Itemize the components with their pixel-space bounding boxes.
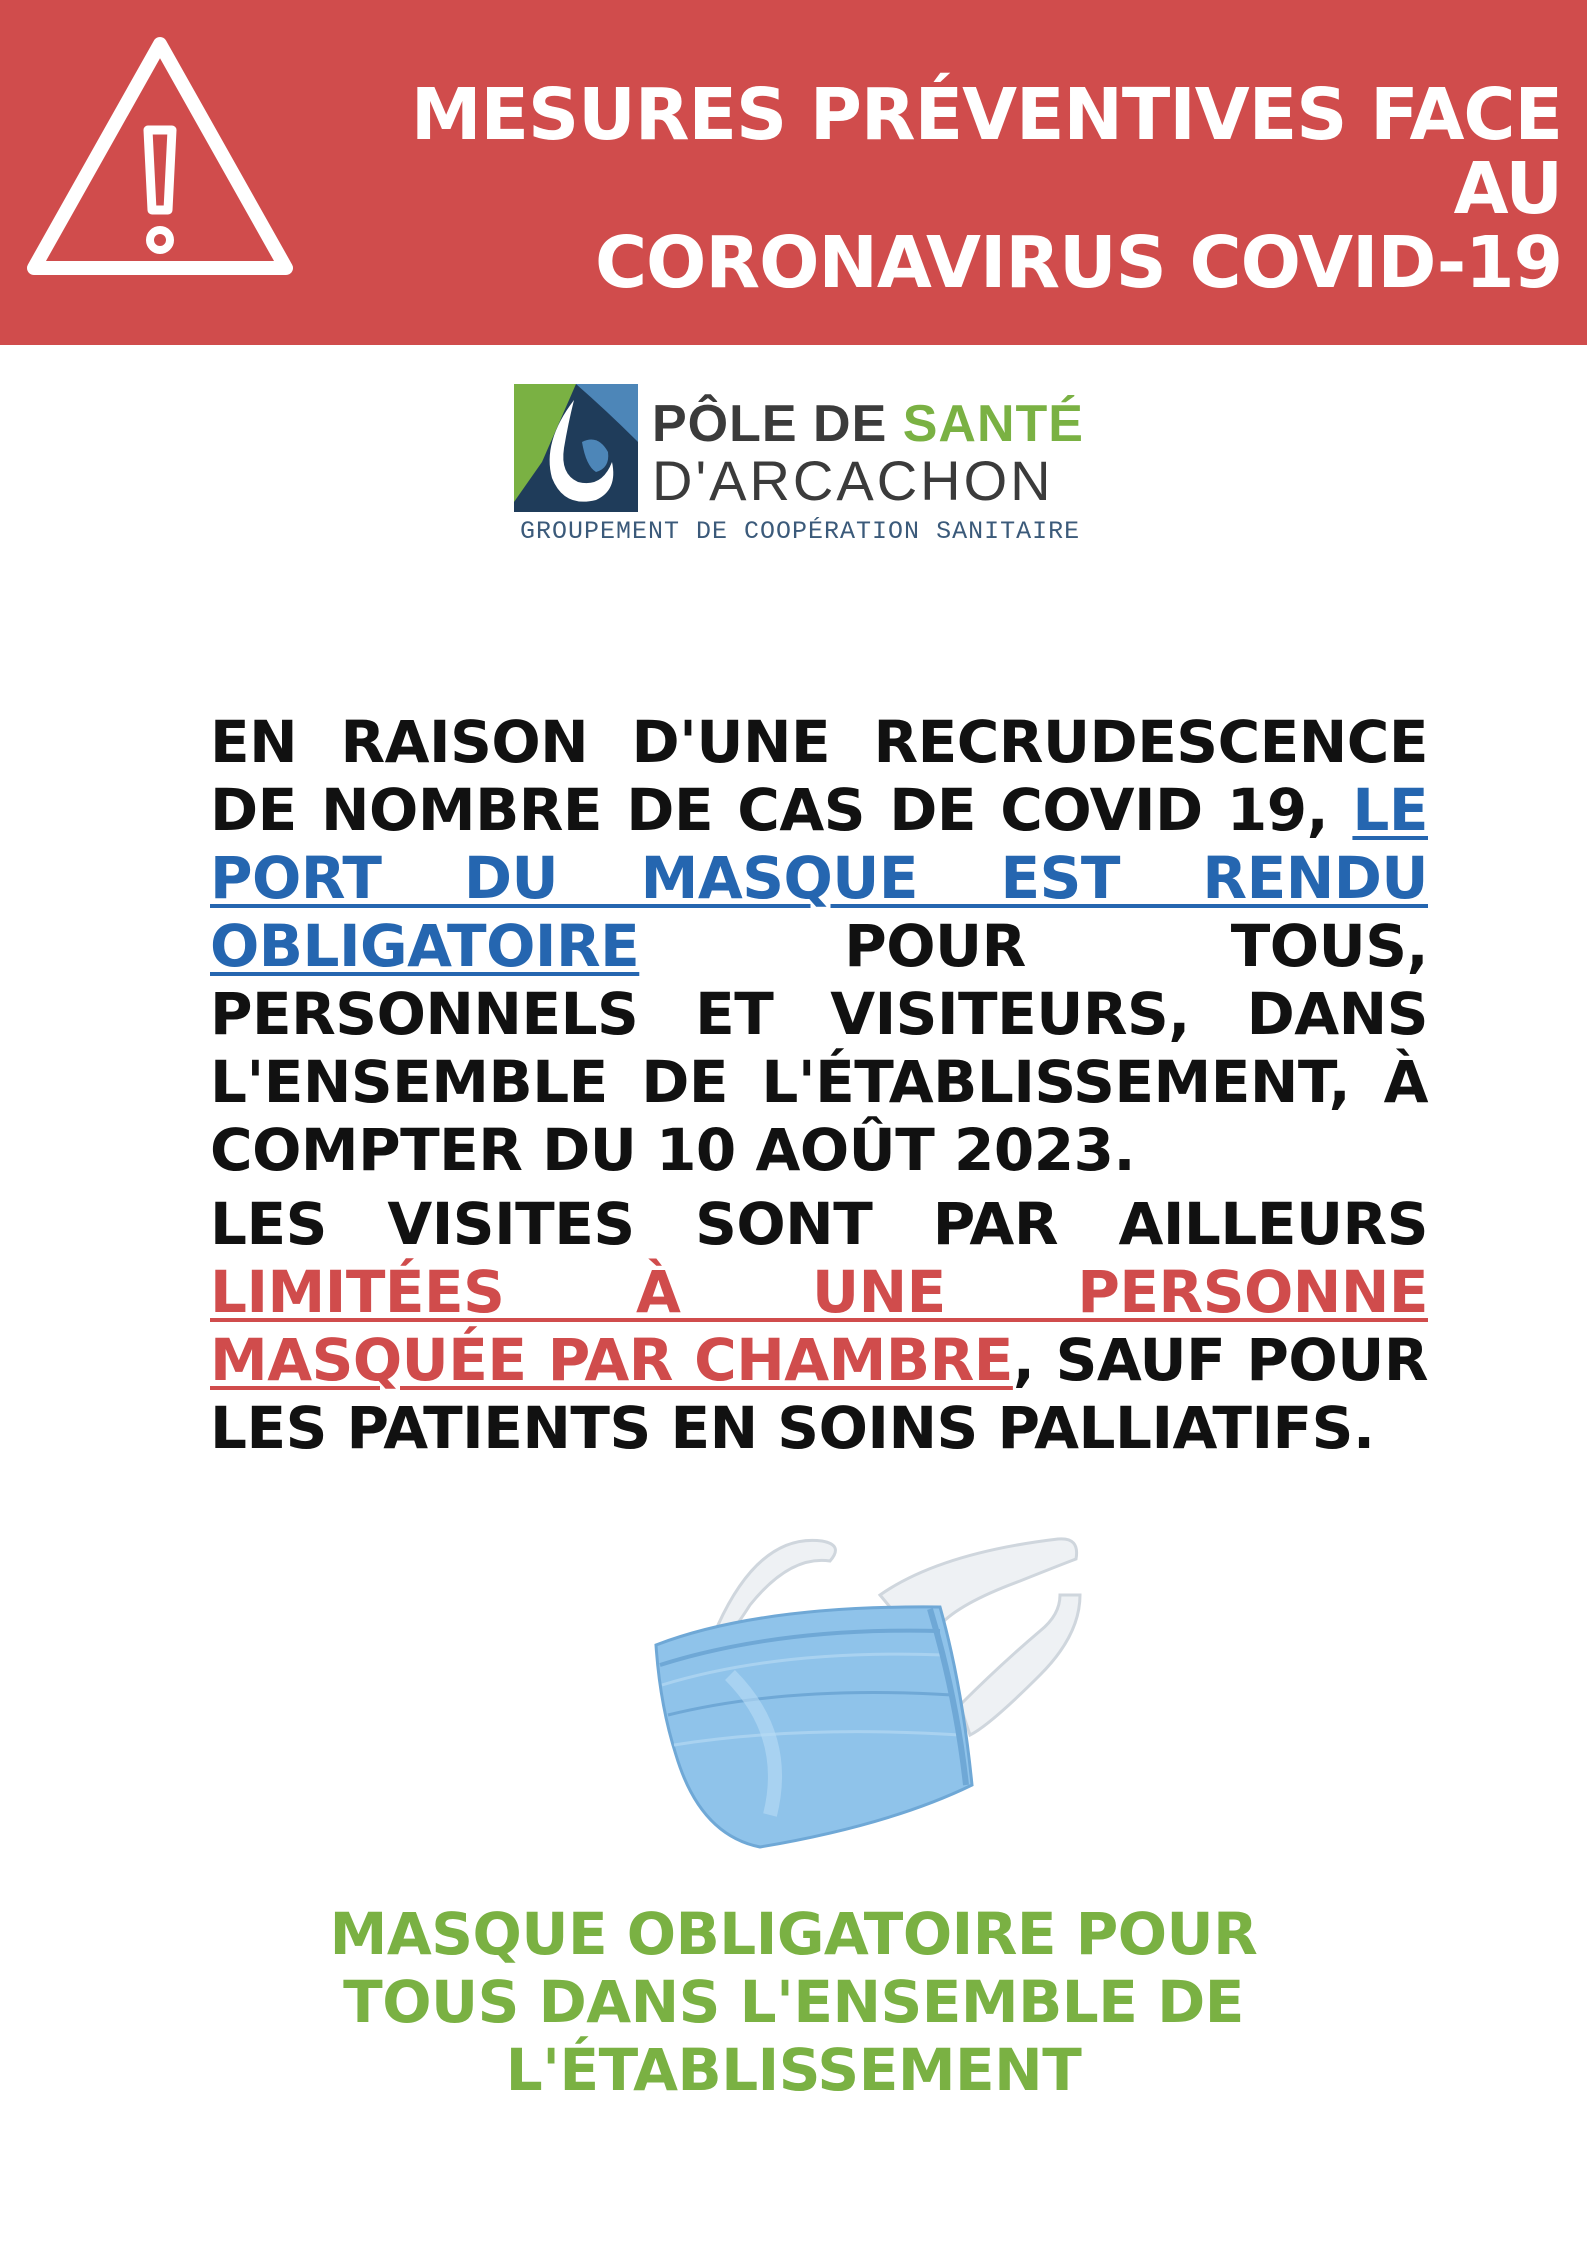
- paragraph1-highlight: LE PORT DU MASQUE EST RENDU OBLIGATOIRE: [210, 776, 1428, 980]
- page-title: [312, 73, 1562, 304]
- warning-triangle-icon: [20, 30, 300, 285]
- logo-title-part1: PÔLE DE: [652, 395, 903, 453]
- surgical-mask-icon: [640, 1535, 1090, 1865]
- title-line-2: CORONAVIRUS COVID-19: [594, 221, 1562, 304]
- paragraph2-text-after: , SAUF POUR LES PATIENTS EN SOINS PALLIATIFS.: [210, 1326, 1428, 1462]
- footer-message: [270, 1900, 1317, 2104]
- logo-mark-icon: [512, 382, 640, 514]
- logo-title-part2: SANTÉ: [902, 395, 1084, 453]
- notice-paragraph-visits: [210, 1190, 1428, 1462]
- paragraph2-highlight: LIMITÉES À UNE PERSONNE MASQUÉE PAR CHAMBRE: [210, 1258, 1428, 1394]
- footer-line-1: MASQUE OBLIGATOIRE POUR: [329, 1900, 1258, 1968]
- notice-paragraph-mask: [210, 708, 1428, 1184]
- title-line-1: MESURES PRÉVENTIVES FACE AU: [410, 73, 1562, 230]
- header-banner: [0, 0, 1587, 345]
- footer-line-2: TOUS DANS L'ENSEMBLE DE: [343, 1968, 1244, 2036]
- footer-line-3: L'ÉTABLISSEMENT: [505, 2036, 1082, 2104]
- logo-subtitle: D'ARCACHON: [652, 449, 1054, 512]
- paragraph2-text-before: LES VISITES SONT PAR AILLEURS: [210, 1190, 1428, 1258]
- paragraph1-text-before: EN RAISON D'UNE RECRUDESCENCE DE NOMBRE DE CAS DE COVID 19,: [210, 708, 1428, 844]
- logo-tagline: GROUPEMENT DE COOPÉRATION SANITAIRE: [520, 517, 1081, 546]
- pole-sante-logo: [512, 380, 1094, 550]
- paragraph1-text-after: POUR TOUS, PERSONNELS ET VISITEURS, DANS L'ENSEMBLE DE L'ÉTABLISSEMENT, À COMPTER DU 10 AOÛT 2023.: [210, 912, 1428, 1184]
- logo-title: [652, 396, 1084, 452]
